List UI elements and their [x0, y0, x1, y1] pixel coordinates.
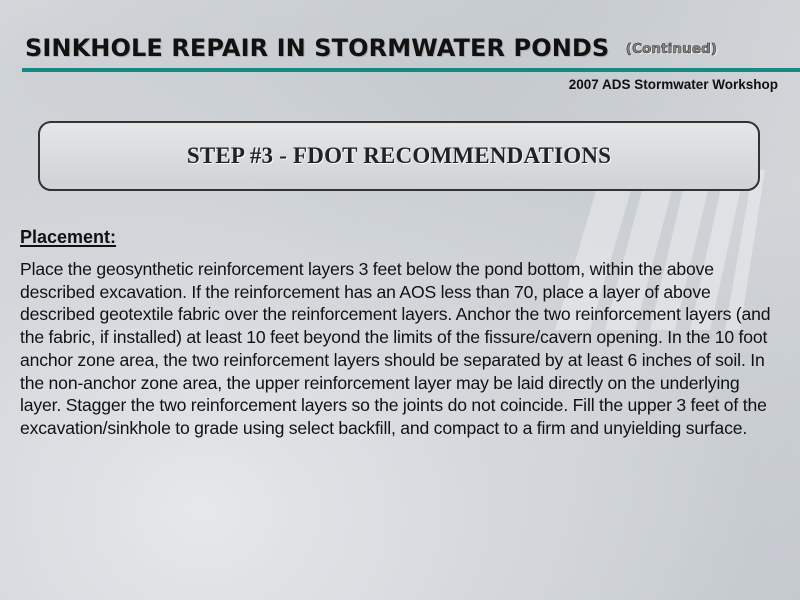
step-title: STEP #3 - FDOT RECOMMENDATIONS — [186, 143, 612, 168]
slide-title — [25, 34, 717, 62]
workshop-subtitle: 2007 ADS Stormwater Workshop — [568, 77, 778, 92]
title-divider — [22, 68, 800, 72]
slide-title-text: SINKHOLE REPAIR IN STORMWATER PONDS — [25, 34, 610, 62]
continued-label: (Continued) — [625, 41, 718, 57]
placement-heading: Placement: — [20, 227, 117, 247]
step-banner — [38, 121, 760, 191]
placement-body-text: Place the geosynthetic reinforcement layers 3 feet below the pond bottom, within the above described excavation. If the reinforcement has an AOS less than 70, place a layer of above described geotextile fabric over the reinforcement layers. Anchor the two reinforcement layers (and the fabric, if installed) at least 10 feet beyond the limits of the fissure/cavern opening. In the 10 foot anchor zone area, the two reinforcement layers should be separated by at least 6 inches of soil. In the non-anchor zone area, the upper reinforcement layer may be laid directly on the underlying layer. Stagger the two reinforcement layers so the joints do not coincide. Fill the upper 3 feet of the excavation/sinkhole to grade using select backfill, and compact to a firm and unyielding surface. — [20, 259, 771, 438]
